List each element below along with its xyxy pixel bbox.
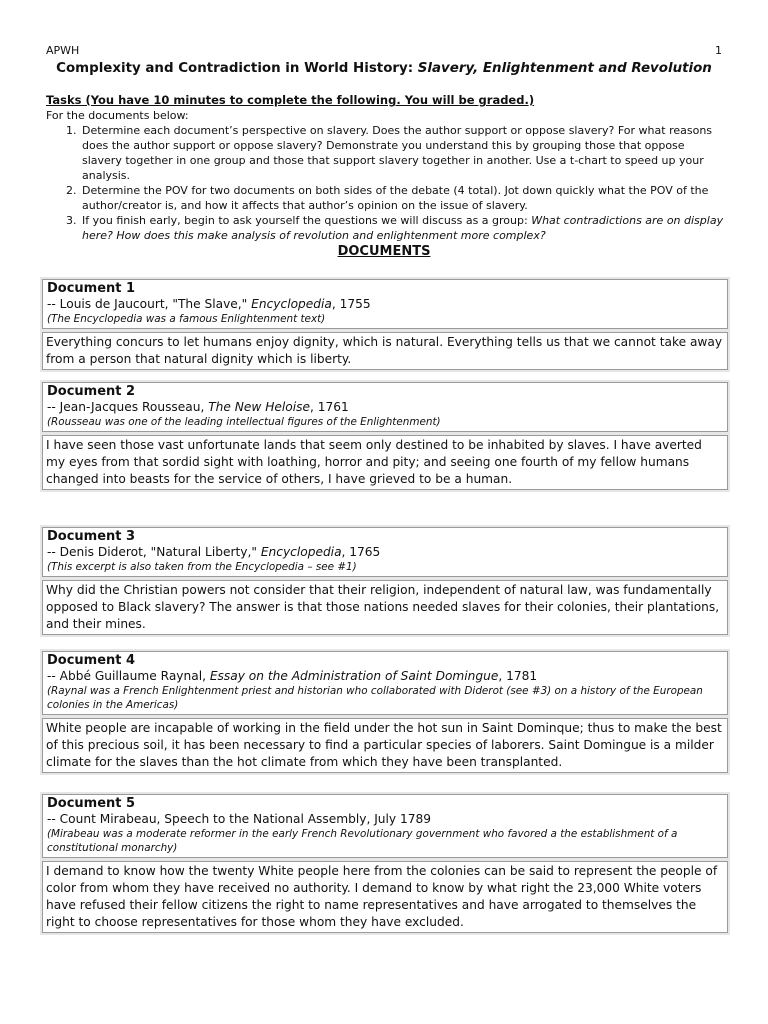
document-1 <box>42 279 728 370</box>
document-2 <box>42 382 728 490</box>
citation-end: , 1765 <box>341 545 381 559</box>
citation-end: , 1755 <box>331 297 371 311</box>
document-note: (Rousseau was one of the leading intellectual figures of the Enlightenment) <box>47 416 441 428</box>
document-header-box <box>42 382 728 432</box>
citation-italic: The New Heloise <box>208 400 310 414</box>
document-4 <box>42 651 728 773</box>
document-title: Document 1 <box>47 281 136 296</box>
title-main: Complexity and Contradiction in World History: <box>56 61 414 76</box>
document-3 <box>42 527 728 635</box>
page-title <box>0 61 768 76</box>
task-item <box>80 123 726 183</box>
document-note: (The Encyclopedia was a famous Enlightenment text) <box>47 313 326 325</box>
document-title: Document 3 <box>47 529 136 544</box>
citation-text: -- Jean-Jacques Rousseau, <box>47 400 209 414</box>
document-citation <box>47 400 723 415</box>
document-header-box <box>42 527 728 577</box>
document-excerpt: Why did the Christian powers not consider that their religion, independent of natural law, was fundamentally opposed to Black slavery? The answer is that those nations needed slaves for their colonies, their plantations, and their mines. <box>42 580 728 635</box>
task-text: Determine each document’s perspective on slavery. Does the author support or oppose slavery? For what reasons does the author support or oppose slavery? Demonstrate you understand this by grouping those that oppose slavery together in one group and those that support slavery together in another. Use a t-chart to speed up your analysis. <box>82 124 713 182</box>
document-excerpt: I demand to know how the twenty White people here from the colonies can be said to represent the people of color from whom they have received no authority. I demand to know by what right the 23,000 White voters have refused their fellow citizens the right to name representatives and have arrogated to themselves the right to choose representatives for those whom they have excluded. <box>42 861 728 933</box>
tasks-list <box>46 123 726 243</box>
task-text: Determine the POV for two documents on both sides of the debate (4 total). Jot down quickly what the POV of the author/creator is, and how it affects that author’s opinion on the issue of slavery. <box>82 184 709 212</box>
document-citation <box>47 812 723 827</box>
document-header-box <box>42 651 728 715</box>
title-italic: Slavery, Enlightenment and Revolution <box>417 61 712 76</box>
documents-heading: DOCUMENTS <box>337 244 431 259</box>
document-header-box <box>42 794 728 858</box>
page-header <box>46 44 722 58</box>
document-citation <box>47 297 723 312</box>
document-title: Document 4 <box>47 653 136 668</box>
tasks-heading: Tasks (You have 10 minutes to complete the following. You will be graded.) <box>46 93 535 107</box>
citation-text: -- Count Mirabeau, Speech to the National Assembly, July 1789 <box>47 812 432 826</box>
document-header-box <box>42 279 728 329</box>
citation-italic: Essay on the Administration of Saint Domingue <box>209 669 499 683</box>
document-note: (Mirabeau was a moderate reformer in the early French Revolutionary government who favored a the establishment of a constitutional monarchy) <box>47 828 678 854</box>
document-excerpt: I have seen those vast unfortunate lands that seem only destined to be inhabited by slaves. I have averted my eyes from that sordid sight with loathing, horror and pity; and seeing one fourth of my fellow humans changed into beasts for the service of others, I have grieved to be a human. <box>42 435 728 490</box>
task-text: If you finish early, begin to ask yourself the questions we will discuss as a group: <box>82 214 532 227</box>
document-note: (This excerpt is also taken from the Encyclopedia – see #1) <box>47 561 357 573</box>
document-citation <box>47 669 723 684</box>
course-code: APWH <box>46 44 80 57</box>
document-note: (Raynal was a French Enlightenment priest and historian who collaborated with Diderot (see #3) on a history of the European colonies in the Americas) <box>47 685 703 711</box>
document-citation <box>47 545 723 560</box>
citation-text: -- Denis Diderot, "Natural Liberty," <box>47 545 261 559</box>
document-title: Document 5 <box>47 796 136 811</box>
citation-end: , 1761 <box>309 400 349 414</box>
document-title: Document 2 <box>47 384 136 399</box>
citation-end: , 1781 <box>498 669 538 683</box>
document-excerpt: White people are incapable of working in the field under the hot sun in Saint Dominque; thus to make the best of this precious soil, it has been necessary to find a particular species of laborers. Saint Domingue is a milder climate for the slaves than the hot climate from which they have been transplanted. <box>42 718 728 773</box>
task-item <box>80 213 726 243</box>
task-question: What contradictions are on display here? How does this make analysis of revolution and enlightenment more complex? <box>82 214 724 242</box>
citation-text: -- Louis de Jaucourt, "The Slave," <box>47 297 252 311</box>
task-item <box>80 183 726 213</box>
document-5 <box>42 794 728 933</box>
citation-italic: Encyclopedia <box>260 545 342 559</box>
citation-italic: Encyclopedia <box>251 297 332 311</box>
tasks-section <box>46 93 726 243</box>
tasks-intro: For the documents below: <box>46 109 189 122</box>
page-number: 1 <box>715 44 722 57</box>
document-excerpt: Everything concurs to let humans enjoy dignity, which is natural. Everything tells us that we cannot take away from a person that natural dignity which is liberty. <box>42 332 728 370</box>
citation-text: -- Abbé Guillaume Raynal, <box>47 669 210 683</box>
